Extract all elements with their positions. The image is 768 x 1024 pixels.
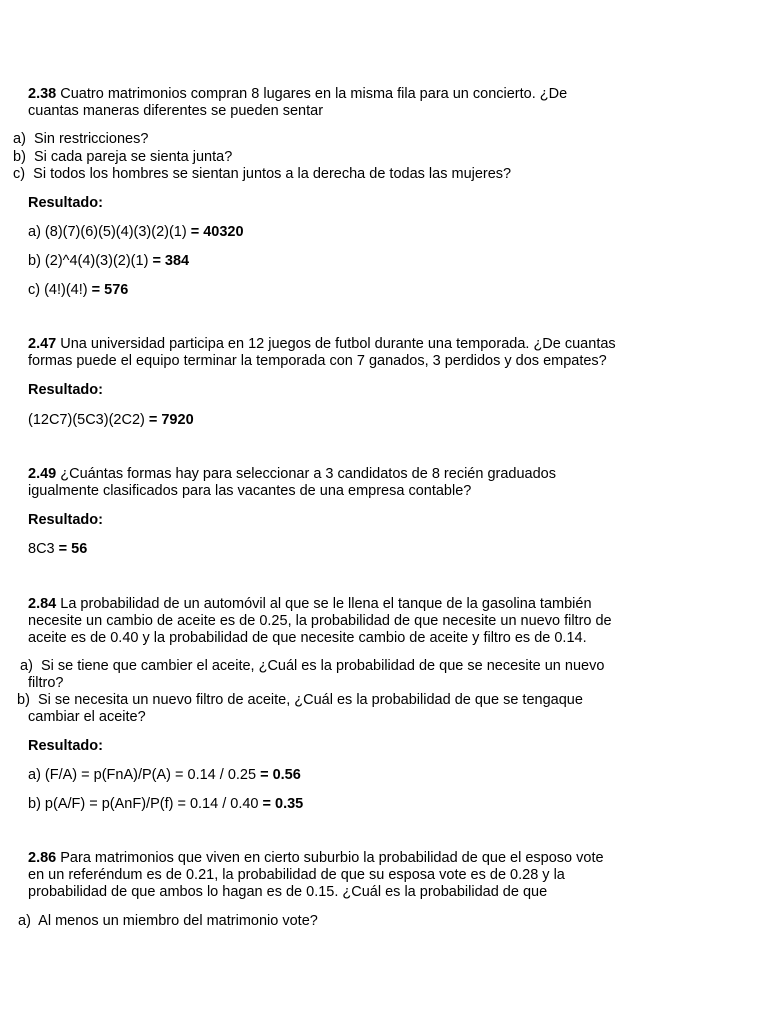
- result-expression: a) (8)(7)(6)(5)(4)(3)(2)(1): [28, 224, 191, 240]
- option-text: Al menos un miembro del matrimonio vote?: [38, 913, 318, 929]
- option-continuation: filtro?: [28, 675, 64, 691]
- result-label: Resultado:: [28, 195, 103, 211]
- option-text: Sin restricciones?: [33, 131, 149, 147]
- problem-number: 2.86: [28, 850, 57, 866]
- option-item: [13, 131, 148, 148]
- statement-line: ¿Cuántas formas hay para seleccionar a 3 candidatos de 8 recién graduados: [60, 466, 556, 482]
- statement-line: cuantas maneras diferentes se pueden sentar: [28, 103, 324, 119]
- result-line: [28, 412, 194, 429]
- result-line: [28, 224, 244, 241]
- result-line: [28, 282, 128, 299]
- option-continuation: cambiar el aceite?: [28, 709, 146, 725]
- result-expression: a) (F/A) = p(FnA)/P(A) = 0.14 / 0.25: [28, 767, 261, 783]
- result-expression: b) p(A/F) = p(AnF)/P(f) = 0.14 / 0.40: [28, 796, 263, 812]
- result-expression: (12C7)(5C3)(2C2): [28, 412, 149, 428]
- result-line: [28, 796, 303, 813]
- option-marker: b): [13, 149, 26, 165]
- problem-statement: [28, 336, 616, 353]
- statement-line: Cuatro matrimonios compran 8 lugares en la misma fila para un concierto. ¿De: [60, 86, 568, 102]
- result-answer: = 576: [91, 282, 129, 298]
- result-expression: 8C3: [28, 541, 59, 557]
- statement-line: probabilidad de que ambos lo hagan es de 0.15. ¿Cuál es la probabilidad de que: [28, 884, 548, 900]
- option-marker: b): [17, 692, 30, 708]
- result-line: [28, 767, 301, 784]
- option-marker: a): [13, 131, 26, 147]
- statement-line: Para matrimonios que viven en cierto suburbio la probabilidad de que el esposo vote: [60, 850, 604, 866]
- statement-line: necesite un cambio de aceite es de 0.25, la probabilidad de que necesite un nuevo filtro de: [28, 613, 612, 629]
- problem-number: 2.47: [28, 336, 57, 352]
- option-text: Si se necesita un nuevo filtro de aceite, ¿Cuál es la probabilidad de que se tengaque: [37, 692, 583, 708]
- statement-line: igualmente clasificados para las vacantes de una empresa contable?: [28, 483, 472, 499]
- option-text: Si se tiene que cambier el aceite, ¿Cuál es la probabilidad de que se necesite un nuevo: [40, 658, 605, 674]
- result-label: Resultado:: [28, 382, 103, 398]
- statement-line: La probabilidad de un automóvil al que se le llena el tanque de la gasolina también: [56, 596, 592, 612]
- option-item: [13, 149, 232, 166]
- result-answer: = 0.56: [260, 767, 301, 783]
- option-marker: a): [18, 913, 31, 929]
- problem-statement: [28, 466, 556, 483]
- option-marker: c): [13, 166, 26, 182]
- result-label: Resultado:: [28, 738, 103, 754]
- result-answer: = 56: [58, 541, 88, 557]
- problem-statement: [28, 596, 592, 613]
- result-answer: = 384: [152, 253, 190, 269]
- result-answer: = 7920: [148, 412, 194, 428]
- result-line: [28, 541, 87, 558]
- option-item: [18, 913, 318, 930]
- statement-line: aceite es de 0.40 y la probabilidad de que necesite cambio de aceite y filtro es de 0.14.: [28, 630, 587, 646]
- problem-number: 2.84: [28, 596, 57, 612]
- result-answer: = 0.35: [262, 796, 304, 812]
- problem-number: 2.38: [28, 86, 57, 102]
- result-line: [28, 253, 189, 270]
- statement-line: Una universidad participa en 12 juegos de futbol durante una temporada. ¿De cuantas: [60, 336, 616, 352]
- statement-line: en un referéndum es de 0.21, la probabilidad de que su esposa vote es de 0.28 y la: [28, 867, 565, 883]
- result-expression: b) (2)^4(4)(3)(2)(1): [28, 253, 153, 269]
- problem-statement: [28, 850, 604, 867]
- result-expression: c) (4!)(4!): [28, 282, 92, 298]
- problem-number: 2.49: [28, 466, 57, 482]
- statement-line: formas puede el equipo terminar la temporada con 7 ganados, 3 perdidos y dos empates?: [28, 353, 607, 369]
- problem-statement: [28, 86, 567, 103]
- option-item: [17, 692, 583, 709]
- option-marker: a): [20, 658, 33, 674]
- result-label: Resultado:: [28, 512, 103, 528]
- option-item: [20, 658, 604, 675]
- option-text: Si cada pareja se sienta junta?: [33, 149, 233, 165]
- option-text: Si todos los hombres se sientan juntos a la derecha de todas las mujeres?: [33, 166, 512, 182]
- option-item: [13, 166, 511, 183]
- result-answer: = 40320: [190, 224, 244, 240]
